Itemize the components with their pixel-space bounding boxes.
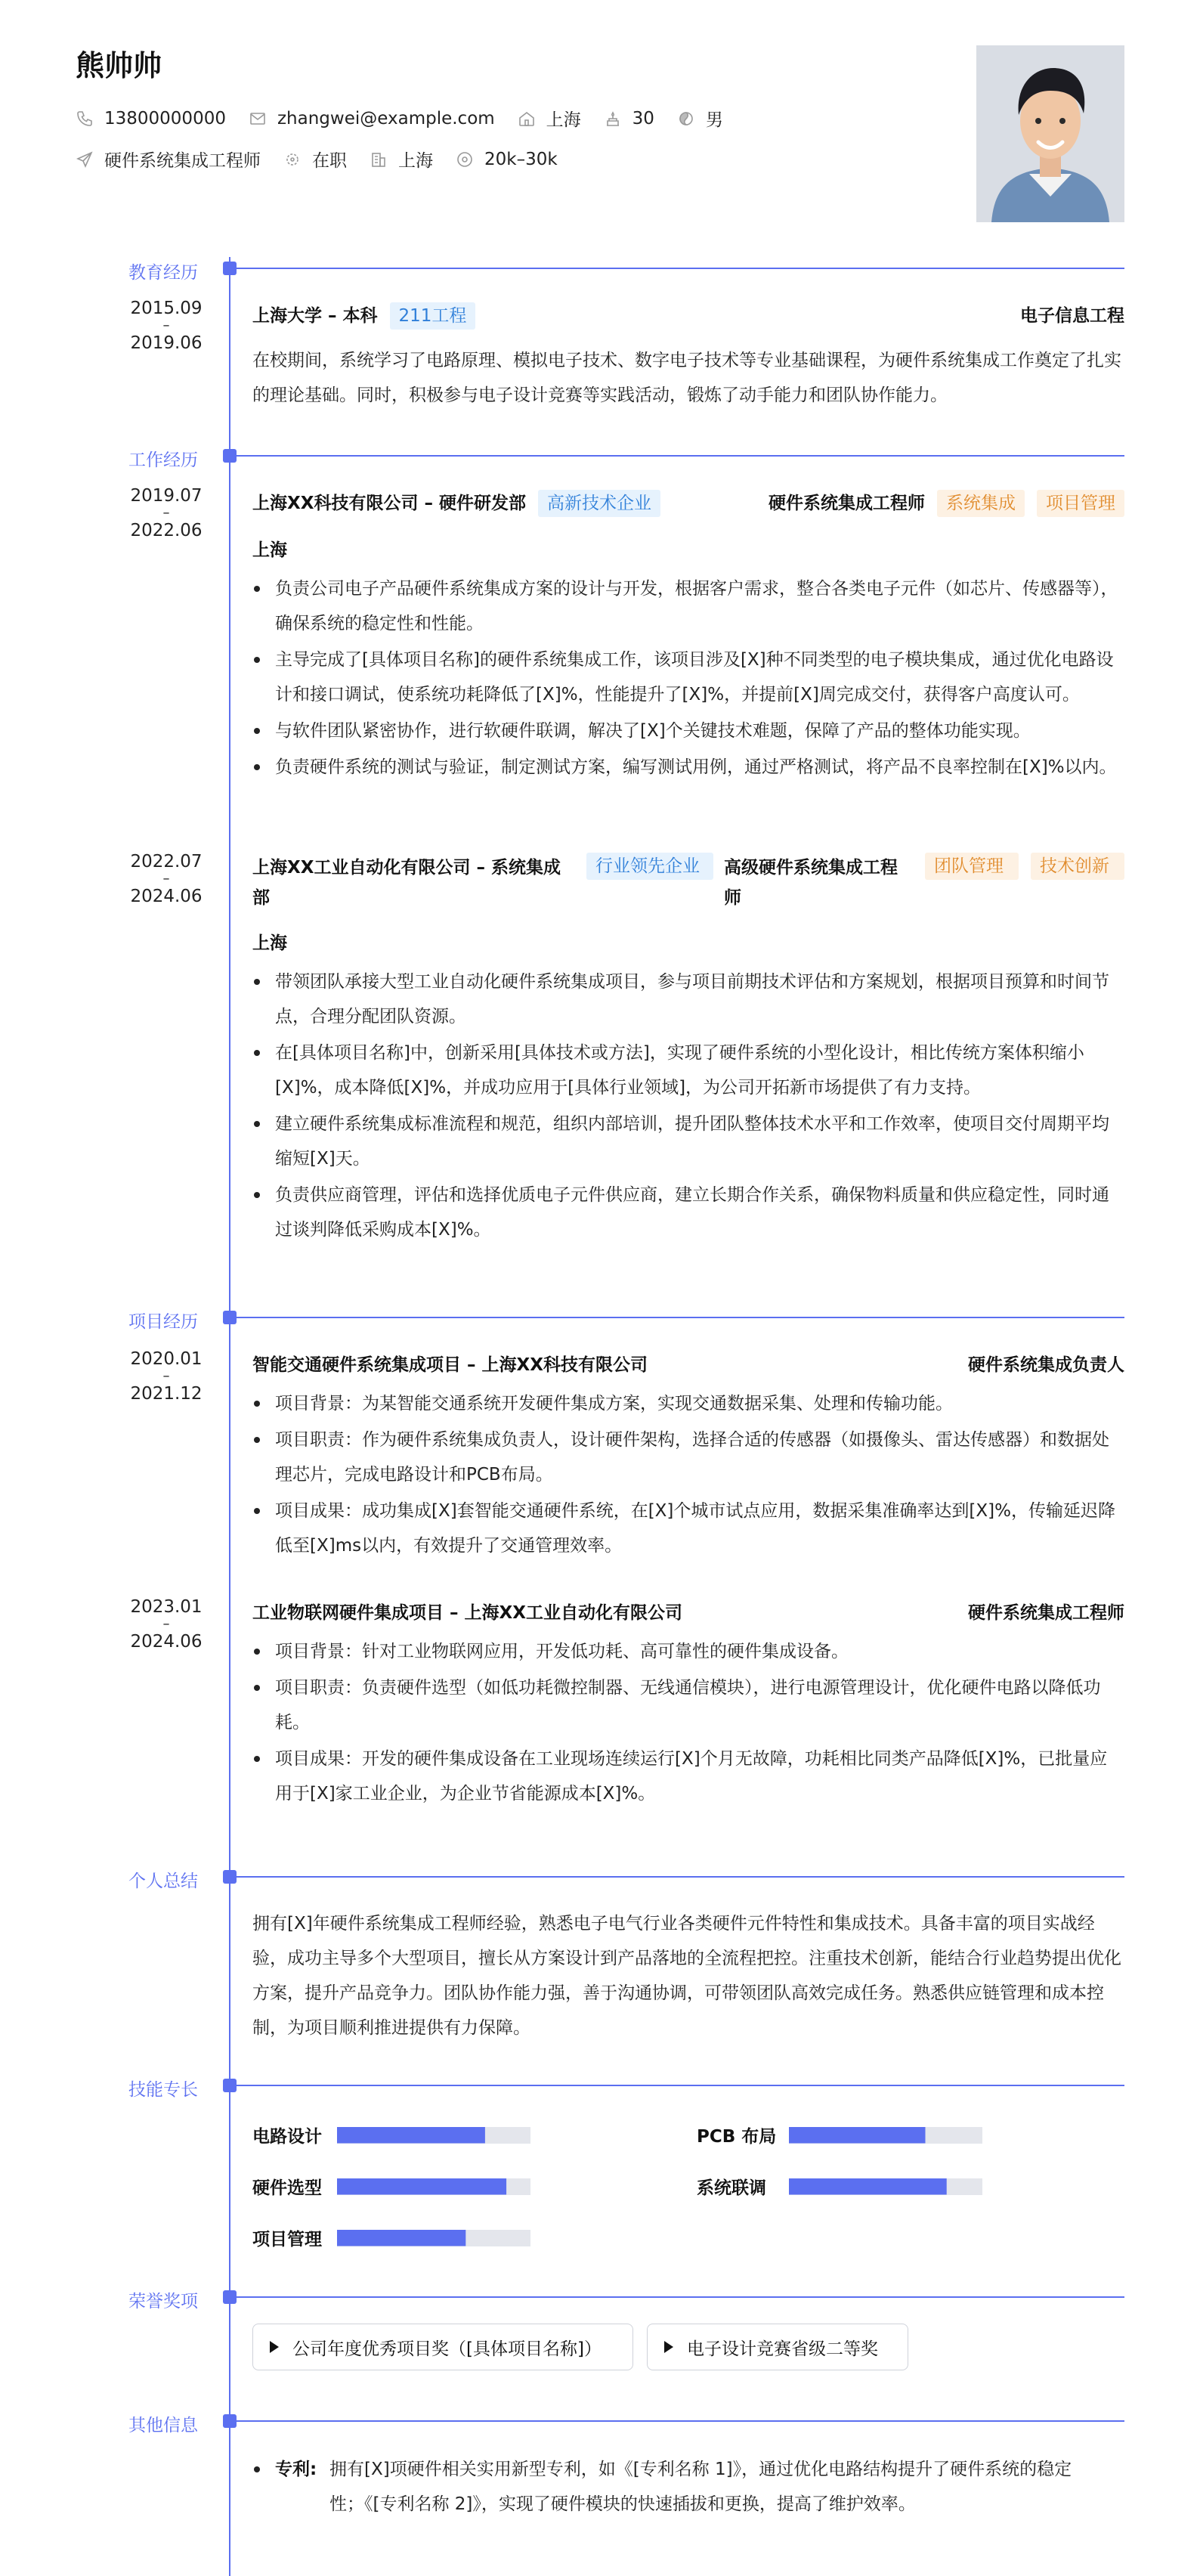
skill-bar (337, 2178, 530, 2195)
skill-name: 硬件选型 (252, 2178, 322, 2198)
award-chip (647, 2324, 908, 2370)
salary-icon (456, 150, 474, 169)
age-icon (604, 110, 622, 128)
age-text: 30 (632, 108, 654, 128)
play-icon (664, 2341, 673, 2353)
skill-item (697, 2174, 982, 2199)
skill-item (252, 2122, 530, 2147)
list-item: 带领团队承接大型工业自动化硬件系统集成项目，参与项目前期技术评估和方案规划，根据项目预算和时间节点，合理分配团队资源。 (252, 964, 1124, 1034)
project-date: 2023.01 – 2024.06 (130, 1597, 203, 1652)
project-date: 2020.01 – 2021.12 (130, 1349, 203, 1404)
skill-name: 电路设计 (252, 2127, 322, 2147)
contact-row (76, 106, 746, 131)
job-target-text: 硬件系统集成工程师 (104, 151, 261, 171)
section-title-education: 教育经历 (128, 263, 198, 283)
play-icon (270, 2341, 279, 2353)
project-bullets (252, 1634, 1124, 1811)
education-date: 2015.09 – 2019.06 (130, 299, 203, 353)
skill-bar (789, 2178, 982, 2195)
other-info-item (252, 2452, 1124, 2522)
project-entry (252, 1350, 1124, 1565)
project-entry (252, 1598, 1124, 1813)
age-item (604, 109, 654, 128)
salary-text: 20k–30k (484, 149, 558, 169)
major: 电子信息工程 (1020, 306, 1124, 326)
skill-item (697, 2122, 982, 2147)
skill-bar (337, 2230, 530, 2246)
avatar-photo (976, 45, 1124, 222)
skill-name: 系统联调 (697, 2178, 766, 2198)
company-name: 上海XX工业自动化有限公司 – 系统集成部 (252, 858, 561, 908)
position: 高级硬件系统集成工程师 (724, 858, 898, 908)
school-name: 上海大学 – 本科 (252, 306, 378, 326)
skill-item (252, 2174, 530, 2199)
list-item: 负责公司电子产品硬件系统集成方案的设计与开发，根据客户需求，整合各类电子元件（如芯片、传感器等），确保系统的稳定性和性能。 (252, 571, 1124, 641)
section-divider (230, 455, 1124, 457)
section-divider (230, 1317, 1124, 1318)
work-date: 2022.07 – 2024.06 (130, 852, 203, 906)
project-name: 智能交通硬件系统集成项目 – 上海XX科技有限公司 (252, 1355, 648, 1375)
work-city: 上海 (252, 933, 287, 953)
skill-name: PCB 布局 (697, 2127, 777, 2147)
list-item: 项目职责：作为硬件系统集成负责人，设计硬件架构，选择合适的传感器（如摄像头、雷达传感器）和数据处理芯片，完成电路设计和PCB布局。 (252, 1423, 1124, 1492)
location-text: 上海 (546, 110, 581, 130)
list-item: 项目背景：针对工业物联网应用，开发低功耗、高可靠性的硬件集成设备。 (252, 1634, 1124, 1669)
gender-text: 男 (705, 110, 723, 130)
candidate-name: 熊帅帅 (76, 49, 162, 82)
section-divider (230, 2420, 1124, 2422)
email-text: zhangwei@example.com (277, 108, 495, 128)
section-title-awards: 荣誉奖项 (128, 2292, 198, 2311)
skill-item (252, 2225, 530, 2250)
project-name: 工业物联网硬件集成项目 – 上海XX工业自动化有限公司 (252, 1603, 682, 1623)
job-row (76, 147, 580, 172)
mail-icon (249, 110, 267, 128)
skill-fill (789, 2127, 926, 2144)
work-bullets (252, 964, 1124, 1247)
work-city: 上海 (252, 540, 287, 560)
skill-name: 项目管理 (252, 2230, 322, 2249)
school-tag: 211工程 (390, 302, 476, 330)
list-item: 项目成果：成功集成[X]套智能交通硬件系统，在[X]个城市试点应用，数据采集准确率达到[X]%，传输延迟降低至[X]ms以内，有效提升了交通管理效率。 (252, 1494, 1124, 1563)
company-tag: 高新技术企业 (538, 490, 660, 517)
phone-item (76, 109, 226, 128)
skill-tag: 项目管理 (1037, 490, 1124, 517)
list-item: 主导完成了[具体项目名称]的硬件系统集成工作，该项目涉及[X]种不同类型的电子模块集成，通过优化电路设计和接口调试，使系统功耗降低了[X]%，性能提升了[X]%，并提前[X]周完成交付，获得客户高度认可。 (252, 642, 1124, 712)
home-icon (518, 110, 536, 128)
skill-tag: 系统集成 (937, 490, 1025, 517)
city-item (370, 147, 433, 172)
list-item: 与软件团队紧密协作，进行软硬件联调，解决了[X]个关键技术难题，保障了产品的整体功能实现。 (252, 714, 1124, 748)
list-item: 负责硬件系统的测试与验证，制定测试方案，编写测试用例，通过严格测试，将产品不良率控制在[X]%以内。 (252, 750, 1124, 785)
send-icon (76, 150, 94, 169)
gender-icon (677, 110, 695, 128)
company-name: 上海XX科技有限公司 – 硬件研发部 (252, 494, 526, 513)
status-item (283, 147, 347, 172)
section-divider (230, 1876, 1124, 1878)
timeline-axis (229, 257, 230, 2576)
list-item: 项目成果：开发的硬件集成设备在工业现场连续运行[X]个月无故障，功耗相比同类产品降低[X]%，已批量应用于[X]家工业企业，为企业节省能源成本[X]%。 (252, 1742, 1124, 1811)
skill-tag: 团队管理 (925, 853, 1019, 880)
section-title-summary: 个人总结 (128, 1872, 198, 1891)
phone-icon (76, 110, 94, 128)
skill-bar (789, 2127, 982, 2144)
summary-text: 拥有[X]年硬件系统集成工程师经验，熟悉电子电气行业各类硬件元件特性和集成技术。具备丰富的项目实战经验，成功主导多个大型项目，擅长从方案设计到产品落地的全流程把控。注重技术创新，能结合行业趋势提出优化方案，提升产品竞争力。团队协作能力强，善于沟通协调，可带领团队高效完成任务。熟悉供应链管理和成本控制，为项目顺利推进提供有力保障。 (252, 1914, 1121, 2038)
status-icon (283, 150, 302, 169)
list-item: 在[具体项目名称]中，创新采用[具体技术或方法]，实现了硬件系统的小型化设计，相比传统方案体积缩小[X]%，成本降低[X]%，并成功应用于[具体行业领域]，为公司开拓新市场提供了有力支持。 (252, 1036, 1124, 1105)
list-item: 建立硬件系统集成标准流程和规范，组织内部培训，提升团队整体技术水平和工作效率，使项目交付周期平均缩短[X]天。 (252, 1107, 1124, 1176)
salary-item (456, 150, 558, 169)
work-entry (252, 488, 1124, 786)
award-text: 公司年度优秀项目奖（[具体项目名称]） (292, 2339, 602, 2359)
section-title-work: 工作经历 (128, 450, 198, 470)
section-title-other: 其他信息 (128, 2416, 198, 2435)
award-chip (252, 2324, 633, 2370)
position: 硬件系统集成工程师 (769, 494, 925, 513)
section-divider (230, 2085, 1124, 2086)
building-icon (370, 150, 388, 169)
work-date: 2019.07 – 2022.06 (130, 486, 203, 540)
skill-fill (337, 2127, 485, 2144)
location-item (518, 106, 581, 131)
other-value: 拥有[X]项硬件相关实用新型专利，如《[专利名称 1]》，通过优化电路结构提升了硬件系统的稳定性；《[专利名称 2]》，实现了硬件模块的快速插拔和更换，提高了维护效率。 (329, 2460, 1072, 2514)
gender-item (677, 106, 723, 131)
work-bullets (252, 571, 1124, 785)
other-key: 专利: (275, 2460, 317, 2479)
email-item (249, 109, 495, 128)
skill-fill (337, 2230, 465, 2246)
list-item: 项目背景：为某智能交通系统开发硬件集成方案，实现交通数据采集、处理和传输功能。 (252, 1386, 1124, 1421)
status-text: 在职 (312, 151, 347, 171)
company-tag: 行业领先企业 (586, 853, 713, 880)
project-bullets (252, 1386, 1124, 1563)
section-title-projects: 项目经历 (128, 1312, 198, 1332)
job-target-item (76, 147, 261, 172)
project-role: 硬件系统集成工程师 (968, 1603, 1124, 1623)
section-divider (230, 268, 1124, 269)
skill-bar (337, 2127, 530, 2144)
city-text: 上海 (398, 151, 433, 171)
skill-fill (789, 2178, 947, 2195)
project-role: 硬件系统集成负责人 (968, 1355, 1124, 1375)
section-divider (230, 2296, 1124, 2298)
phone-text: 13800000000 (104, 108, 226, 128)
award-text: 电子设计竞赛省级二等奖 (687, 2339, 878, 2359)
education-entry (252, 301, 1124, 413)
section-title-skills: 技能专长 (128, 2080, 198, 2100)
list-item: 项目职责：负责硬件选型（如低功耗微控制器、无线通信模块），进行电源管理设计，优化硬件电路以降低功耗。 (252, 1670, 1124, 1740)
list-item: 负责供应商管理，评估和选择优质电子元件供应商，建立长期合作关系，确保物料质量和供应稳定性，同时通过谈判降低采购成本[X]%。 (252, 1178, 1124, 1247)
skill-fill (337, 2178, 506, 2195)
skill-tag: 技术创新 (1031, 853, 1124, 880)
education-desc: 在校期间，系统学习了电路原理、模拟电子技术、数字电子技术等专业基础课程，为硬件系统集成工作奠定了扎实的理论基础。同时，积极参与电子设计竞赛等实践活动，锻炼了动手能力和团队协作能力。 (252, 351, 1121, 405)
work-entry (252, 853, 1124, 1249)
